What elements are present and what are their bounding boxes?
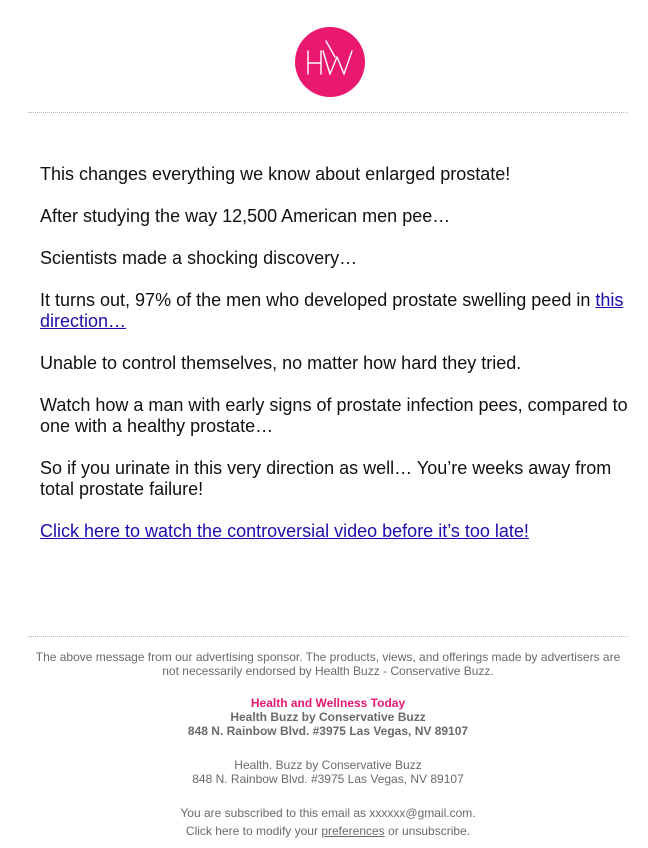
body-paragraph-with-link [40, 290, 628, 332]
email-body [40, 164, 628, 563]
body-paragraph: This changes everything we know about enlarged prostate! [40, 164, 511, 184]
sender-address-bold: 848 N. Rainbow Blvd. #3975 Las Vegas, NV 89107 [187, 724, 469, 738]
sender-name-bold: Health Buzz by Conservative Buzz [230, 710, 426, 724]
watch-video-link[interactable]: Click here to watch the controversial video before it’s too late! [40, 521, 529, 541]
preferences-line [28, 824, 628, 838]
brand-name: Health and Wellness Today [250, 696, 406, 710]
body-paragraph: Watch how a man with early signs of prostate infection pees, compared to one with a healthy prostate… [40, 395, 628, 436]
body-paragraph: So if you urinate in this very direction as well… You’re weeks away from total prostate failure! [40, 458, 612, 499]
body-paragraph: After studying the way 12,500 American men pee… [40, 206, 451, 226]
preferences-link[interactable]: preferences [321, 824, 385, 838]
sender-name: Health. Buzz by Conservative Buzz [234, 758, 422, 772]
advertising-disclaimer: The above message from our advertising sponsor. The products, views, and offerings made by advertisers are not necessarily endorsed by Health Buzz - Conservative Buzz. [35, 650, 621, 678]
unsubscribe-text: or unsubscribe. [388, 824, 471, 838]
body-paragraph: Scientists made a shocking discovery… [40, 248, 358, 268]
sender-address: 848 N. Rainbow Blvd. #3975 Las Vegas, NV 89107 [192, 772, 464, 786]
email-footer [28, 650, 628, 838]
brand-logo[interactable] [295, 27, 365, 97]
subscription-notice: You are subscribed to this email as xxxxxx@gmail.com. [180, 806, 476, 820]
cta-paragraph [40, 521, 628, 542]
this-direction-link[interactable]: this direction… [40, 290, 624, 331]
body-paragraph: Unable to control themselves, no matter how hard they tried. [40, 353, 522, 373]
footer-divider [28, 636, 628, 637]
header-divider [28, 112, 628, 113]
body-text: It turns out, 97% of the men who developed prostate swelling peed in [40, 290, 591, 310]
header-logo-wrapper [0, 27, 648, 97]
hw-logo-icon [295, 27, 365, 97]
modify-prefix-text: Click here to modify your [185, 824, 318, 838]
